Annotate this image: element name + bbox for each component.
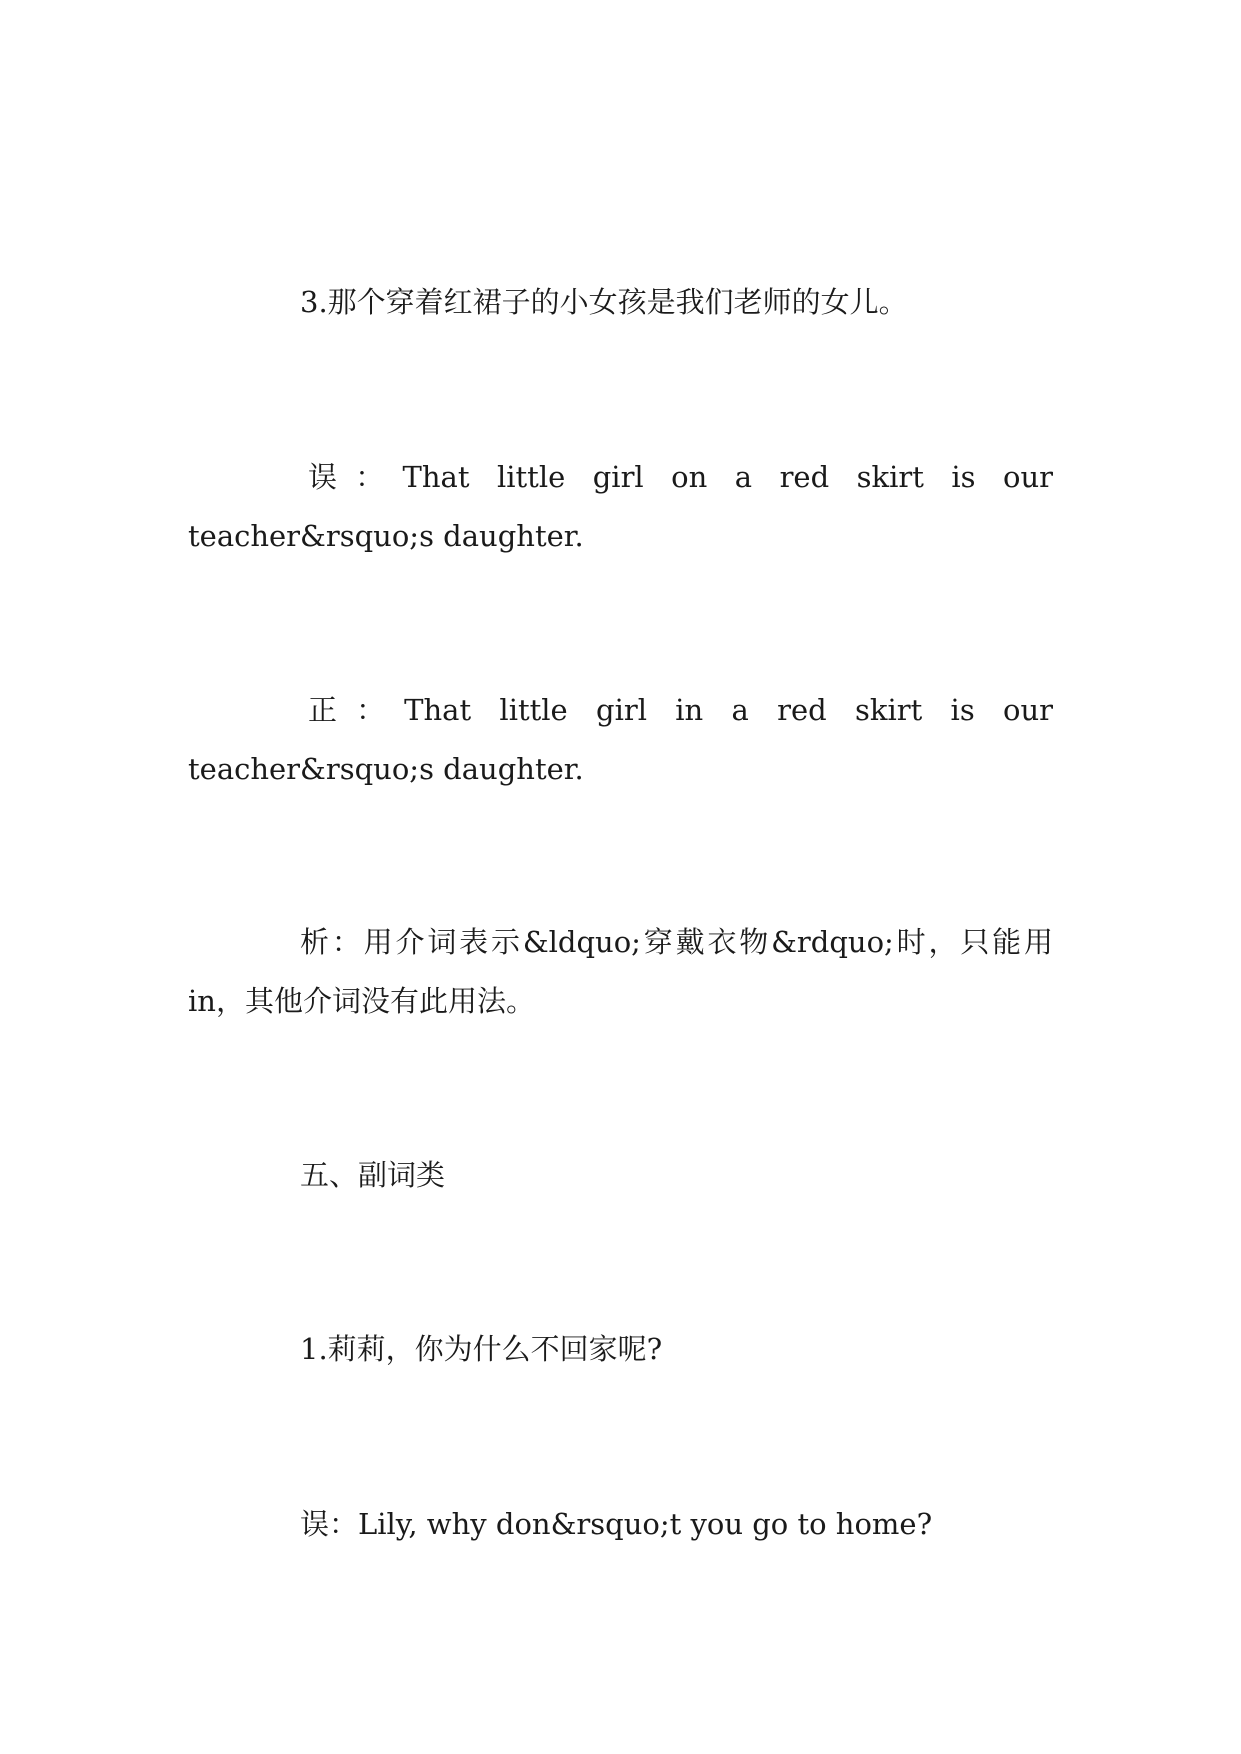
paragraph-correct-3-line-2: teacher&rsquo;s daughter. (188, 752, 584, 786)
paragraph-wrong-1: 误：Lily, why don&rsquo;t you go to home? (300, 1507, 933, 1541)
paragraph-analysis-line-2: in，其他介词没有此用法。 (188, 984, 535, 1018)
paragraph-analysis-line-1: 析：用介词表示&ldquo;穿戴衣物&rdquo;时，只能用 (300, 925, 1053, 959)
paragraph-correct-3-line-1: 正：That little girl in a red skirt is our (308, 693, 1053, 727)
paragraph-example-3-chinese: 3.那个穿着红裙子的小女孩是我们老师的女儿。 (300, 285, 908, 319)
section-heading-adverbs: 五、副词类 (300, 1158, 446, 1192)
paragraph-example-1-chinese: 1.莉莉，你为什么不回家呢? (300, 1332, 663, 1366)
paragraph-wrong-3-line-2: teacher&rsquo;s daughter. (188, 519, 584, 553)
paragraph-wrong-3-line-1: 误：That little girl on a red skirt is our (308, 460, 1053, 494)
